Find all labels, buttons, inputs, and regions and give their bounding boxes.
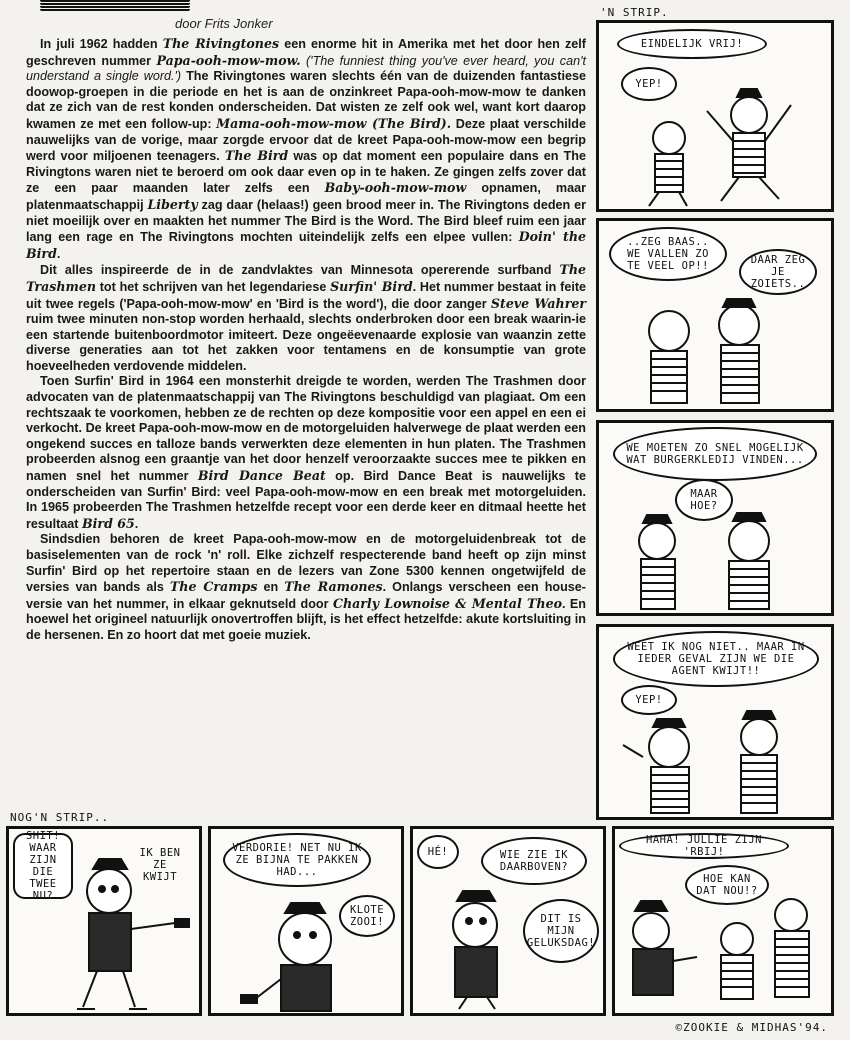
speech-bubble: HOE KAN DAT NOU!? bbox=[685, 865, 769, 905]
speech-bubble: WE MOETEN ZO SNEL MOGELIJK WAT BURGERKLEDIJ VINDEN... bbox=[613, 427, 817, 481]
right-strip-panel-1 bbox=[596, 20, 834, 212]
article-body bbox=[26, 36, 586, 644]
speech-bubble: WEET IK NOG NIET.. MAAR IN IEDER GEVAL ZIJN WE DIE AGENT KWIJT!! bbox=[613, 631, 819, 687]
right-strip-panel-4 bbox=[596, 624, 834, 820]
right-strip-panel-3 bbox=[596, 420, 834, 616]
speech-bubble: YEP! bbox=[621, 685, 677, 715]
paragraph-2: Dit alles inspireerde de in de zandvlaktes van Minnesota opererende surfband The Trashmen tot het schrijven van het legendariese Surfin' Bird. Het nummer bestaat in feite uit twee regels ('Papa-ooh-mow-mow' en 'Bird is the word'), die door zanger Steve Wahrer ruim twee minuten non-stop worden herhaald, slechts onderbroken door een break waarin-ie een startende buitenboordmotor imiteert. Deze ongeëevenaarde explosie van waanzin zette diverse generaties aan tot het zakken voor tentamens en de konsumptie van grote hoeveelheden verdovende middelen. bbox=[26, 262, 587, 373]
bottom-strip-panel-3 bbox=[410, 826, 606, 1016]
speech-bubble: VERDORIE! NET NU IK ZE BIJNA TE PAKKEN HAD... bbox=[223, 833, 371, 887]
speech-bubble: EINDELIJK VRIJ! bbox=[617, 29, 767, 59]
speech-bubble: DAAR ZEG JE ZOIETS.. bbox=[739, 249, 817, 295]
speech-bubble: ..ZEG BAAS.. WE VALLEN ZO TE VEEL OP!! bbox=[609, 227, 727, 281]
speech-bubble: WIE ZIE IK DAARBOVEN? bbox=[481, 837, 587, 885]
right-strip-label: 'N STRIP. bbox=[600, 6, 669, 19]
speech-bubble: HÉ! bbox=[417, 835, 459, 869]
speech-bubble: SHIT! WAAR ZIJN DIE TWEE NU? bbox=[13, 833, 73, 899]
speech-bubble: DIT IS MIJN GELUKSDAG! bbox=[523, 899, 599, 963]
bottom-strip-panel-1 bbox=[6, 826, 202, 1016]
speech-text: IK BEN ZE KWIJT bbox=[139, 847, 181, 883]
paragraph-1: In juli 1962 hadden The Rivingtones een enorme hit in Amerika met het door hen zelf geschreven nummer Papa-ooh-mow-mow. ('The funniest thing you've ever heard, you can't understand a single word.') The Rivingtones waren slechts één van de duizenden fantastiese doowop-groepen in die periode en het is aan de onzinkreet Papa-ooh-mow-mow te danken dat ze zich van de rest konden onderscheiden. Dat wisten ze zelf ook wel, want kort daarop kwamen ze met een follow-up: Mama-ooh-mow-mow (The Bird). Deze plaat verschilde nauwelijks van de vorige, maar zorgde ervoor dat de kreet Papa-ooh-mow-mow een begrip werd voor miljoenen teenagers. The Bird was op dat moment een populaire dans en The Rivingtons waren niet te beroerd om ook daar even op in te haken. Ze gingen zelfs zover dat ze een paar maanden later zelfs een Baby-ooh-mow-mow opnamen, maar platenmaatschappij Liberty zag daar (helaas!) geen brood meer in. The Rivingtons deden er niet moeilijk over en maakten het nummer The Bird is the Word. The Bird bleef ruim een jaar lang een rage en The Rivingtons mochten uiteindelijk zelfs een elpee vullen: Doin' the Bird. bbox=[26, 36, 587, 261]
speech-bubble: KLOTE ZOOI! bbox=[339, 895, 395, 937]
comic-credit: ©ZOOKIE & MIDHAS'94. bbox=[675, 1021, 828, 1034]
right-strip-panel-2 bbox=[596, 218, 834, 412]
bottom-strip-panel-4 bbox=[612, 826, 834, 1016]
paragraph-3: Toen Surfin' Bird in 1964 een monsterhit dreigde te worden, werden The Trashmen door advocaten van de platenmaatschappij van The Rivingtons beschuldigd van plagiaat. Om een rechtszaak te voorkomen, hebben ze de rechten op deze kompositie voor een appel en een ei verkocht. De kreet Papa-ooh-mow-mow en de motorgeluiden halverwege de plaat werden een ongekend succes en talloze bands verwerkten deze elementen in hun platen. The Trashmen probeerden alsnog een graantje van het door henzelf veroorzaakte succes mee te pikken en namen snel het nummer Bird Dance Beat op. Bird Dance Beat is nauwelijks te onderscheiden van Surfin' Bird: veel Papa-ooh-mow-mow en een break met motorgeluiden. In 1965 probeerden The Trashmen hetzelfde recept voor een derde keer en ditmaal heette het resultaat Bird 65. bbox=[26, 374, 586, 531]
speech-bubble: HAHA! JULLIE ZIJN 'RBIJ! bbox=[619, 833, 789, 859]
bottom-strip-panel-2 bbox=[208, 826, 404, 1016]
speech-bubble: YEP! bbox=[621, 67, 677, 101]
paragraph-4: Sindsdien behoren de kreet Papa-ooh-mow-mow en de motorgeluidenbreak tot de basiselementen van de rock 'n' roll. Elke zichzelf respecterende band heeft op zijn minst Surfin' Bird op het repertoire staan en de lezers van Zone 5300 kennen ongetwijfeld de versies van bands als The Cramps en The Ramones. Onlangs verscheen een house-versie van het nummer, in elkaar geknutseld door Charly Lownoise & Mental Theo. En hoewel het origineel natuurlijk onovertroffen blijft, is het effect hetzelfde: akute kortsluiting in de hersenen. En zo hoort dat met goeie muziek. bbox=[26, 532, 586, 642]
masthead-stripes bbox=[40, 0, 190, 12]
speech-bubble: MAAR HOE? bbox=[675, 479, 733, 521]
byline: door Frits Jonker bbox=[175, 16, 273, 31]
bottom-strip-label: NOG'N STRIP.. bbox=[10, 811, 110, 824]
